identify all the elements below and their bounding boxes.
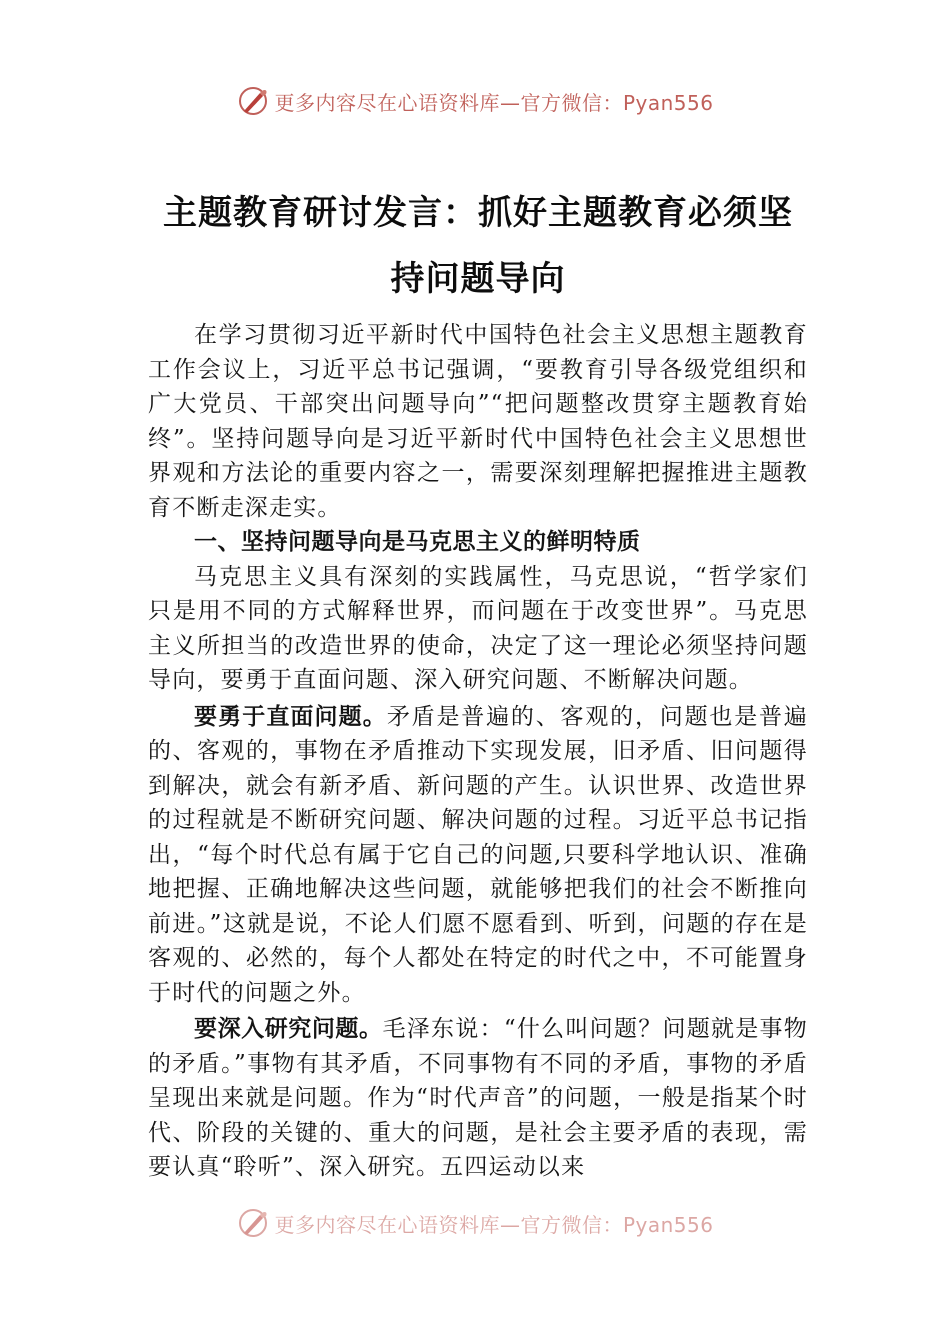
title-line-2: 持问题导向 xyxy=(390,259,566,299)
watermark-footer xyxy=(0,1206,950,1240)
quill-logo-icon xyxy=(236,1206,270,1240)
title-line-1: 主题教育研讨发言：抓好主题教育必须坚 xyxy=(163,193,793,233)
paragraph-text-face-problems: 矛盾是普遍的、客观的，问题也是普遍的、客观的，事物在矛盾推动下实现发展，旧矛盾、旧问题得到解决，就会有新矛盾、新问题的产生。认识世界、改造世界的过程就是不断研究问题、解决问题的过程。习近平总书记指出，“每个时代总有属于它自己的问题,只要科学地认识、准确地把握、正确地解决这些问题，就能够把我们的社会不断推向前进。”这就是说，不论人们愿不愿看到、听到，问题的存在是客观的、必然的，每个人都处在特定的时代之中，不可能置身于时代的问题之外。 xyxy=(148,703,809,1006)
paragraph-face-problems xyxy=(148,700,808,1011)
intro-paragraph: 在学习贯彻习近平新时代中国特色社会主义思想主题教育工作会议上，习近平总书记强调，“要教育引导各级党组织和广大党员、干部突出问题导向”“把问题整改贯穿主题教育始终”。坚持问题导向是习近平新时代中国特色社会主义思想世界观和方法论的重要内容之一，需要深刻理解把握推进主题教育不断走深走实。 xyxy=(148,322,808,521)
section1-paragraph: 马克思主义具有深刻的实践属性，马克思说，“哲学家们只是用不同的方式解释世界，而问题在于改变世界”。马克思主义所担当的改造世界的使命，决定了这一理论必须坚持问题导向，要勇于直面问题、深入研究问题、不断解决问题。 xyxy=(148,563,808,693)
paragraph-study-problems xyxy=(148,1012,808,1185)
paragraph-text-study-problems: 毛泽东说：“什么叫问题？问题就是事物的矛盾。”事物有其矛盾，不同事物有不同的矛盾，事物的矛盾呈现出来就是问题。作为“时代声音”的问题，一般是指某个时代、阶段的关键的、重大的问题，是社会主要矛盾的表现，需要认真“聆听”、深入研究。五四运动以来 xyxy=(148,1016,809,1180)
paragraph-lead-face-problems: 要勇于直面问题。 xyxy=(194,703,387,730)
section-heading-1: 一、坚持问题导向是马克思主义的鲜明特质 xyxy=(194,529,641,555)
watermark-text: 更多内容尽在心语资料库—官方微信：Pyan556 xyxy=(274,1212,714,1237)
document-body xyxy=(148,318,808,1185)
paragraph-lead-study-problems: 要深入研究问题。 xyxy=(194,1016,383,1042)
watermark-text: 更多内容尽在心语资料库—官方微信：Pyan556 xyxy=(274,90,714,115)
quill-logo-icon xyxy=(236,84,270,118)
document-title xyxy=(148,180,808,312)
watermark-header xyxy=(0,84,950,118)
